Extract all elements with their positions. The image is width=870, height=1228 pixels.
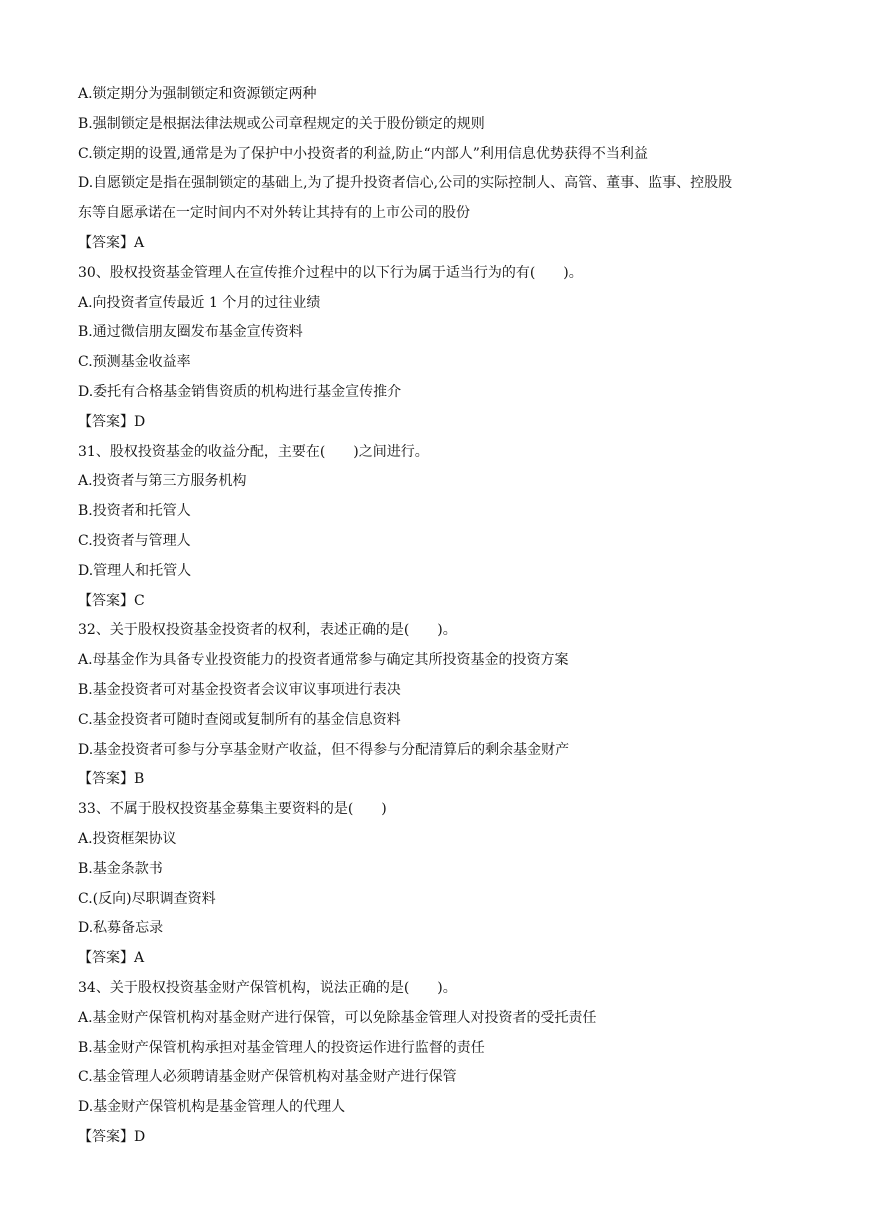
answer-line: 【答案】D: [78, 1128, 146, 1145]
option-line: B.强制锁定是根据法律法规或公司章程规定的关于股份锁定的规则: [78, 115, 485, 132]
answer-line: 【答案】B: [78, 771, 145, 788]
option-line: A.投资框架协议: [78, 830, 177, 847]
option-line: A.向投资者宣传最近 1 个月的过往业绩: [78, 294, 321, 311]
question-30: 30、股权投资基金管理人在宣传推介过程中的以下行为属于适当行为的有( )。: [78, 264, 583, 281]
option-line: A.基金财产保管机构对基金财产进行保管，可以免除基金管理人对投资者的受托责任: [78, 1009, 597, 1026]
option-line: D.管理人和托管人: [78, 562, 192, 579]
option-line: D.基金投资者可参与分享基金财产收益，但不得参与分配清算后的剩余基金财产: [78, 741, 570, 758]
option-line: C.基金管理人必须聘请基金财产保管机构对基金财产进行保管: [78, 1069, 457, 1086]
document-body: [78, 80, 818, 1153]
option-line: B.投资者和托管人: [78, 503, 191, 520]
option-line: A.母基金作为具备专业投资能力的投资者通常参与确定其所投资基金的投资方案: [78, 652, 569, 669]
option-line: B.通过微信朋友圈发布基金宣传资料: [78, 324, 303, 341]
option-line: D.委托有合格基金销售资质的机构进行基金宣传推介: [78, 383, 402, 400]
option-line: C.(反向)尽职调查资料: [78, 890, 216, 907]
question-31: 31、股权投资基金的收益分配，主要在( )之间进行。: [78, 443, 429, 460]
option-line: B.基金财产保管机构承担对基金管理人的投资运作进行监督的责任: [78, 1039, 485, 1056]
option-line: C.基金投资者可随时查阅或复制所有的基金信息资料: [78, 711, 401, 728]
answer-line: 【答案】C: [78, 592, 145, 609]
option-line: C.锁定期的设置,通常是为了保护中小投资者的利益,防止“内部人”利用信息优势获得不当利益: [78, 145, 648, 162]
answer-line: 【答案】A: [78, 234, 145, 251]
option-line: D.基金财产保管机构是基金管理人的代理人: [78, 1099, 346, 1116]
answer-line: 【答案】D: [78, 413, 146, 430]
option-line: D.自愿锁定是指在强制锁定的基础上,为了提升投资者信心,公司的实际控制人、高管、董事、监事、控股股: [78, 175, 733, 192]
option-line-continuation: 东等自愿承诺在一定时间内不对外转让其持有的上市公司的股份: [78, 205, 470, 222]
question-34: 34、关于股权投资基金财产保管机构，说法正确的是( )。: [78, 979, 457, 996]
option-line: B.基金投资者可对基金投资者会议审议事项进行表决: [78, 681, 401, 698]
option-line: C.预测基金收益率: [78, 354, 191, 371]
option-line: C.投资者与管理人: [78, 532, 191, 549]
question-33: 33、不属于股权投资基金募集主要资料的是( ): [78, 801, 387, 818]
question-32: 32、关于股权投资基金投资者的权利，表述正确的是( )。: [78, 622, 457, 639]
answer-line: 【答案】A: [78, 950, 145, 967]
option-line: A.锁定期分为强制锁定和资源锁定两种: [78, 86, 317, 102]
option-line: D.私募备忘录: [78, 920, 164, 937]
option-line: B.基金条款书: [78, 860, 163, 877]
option-line: A.投资者与第三方服务机构: [78, 473, 247, 490]
